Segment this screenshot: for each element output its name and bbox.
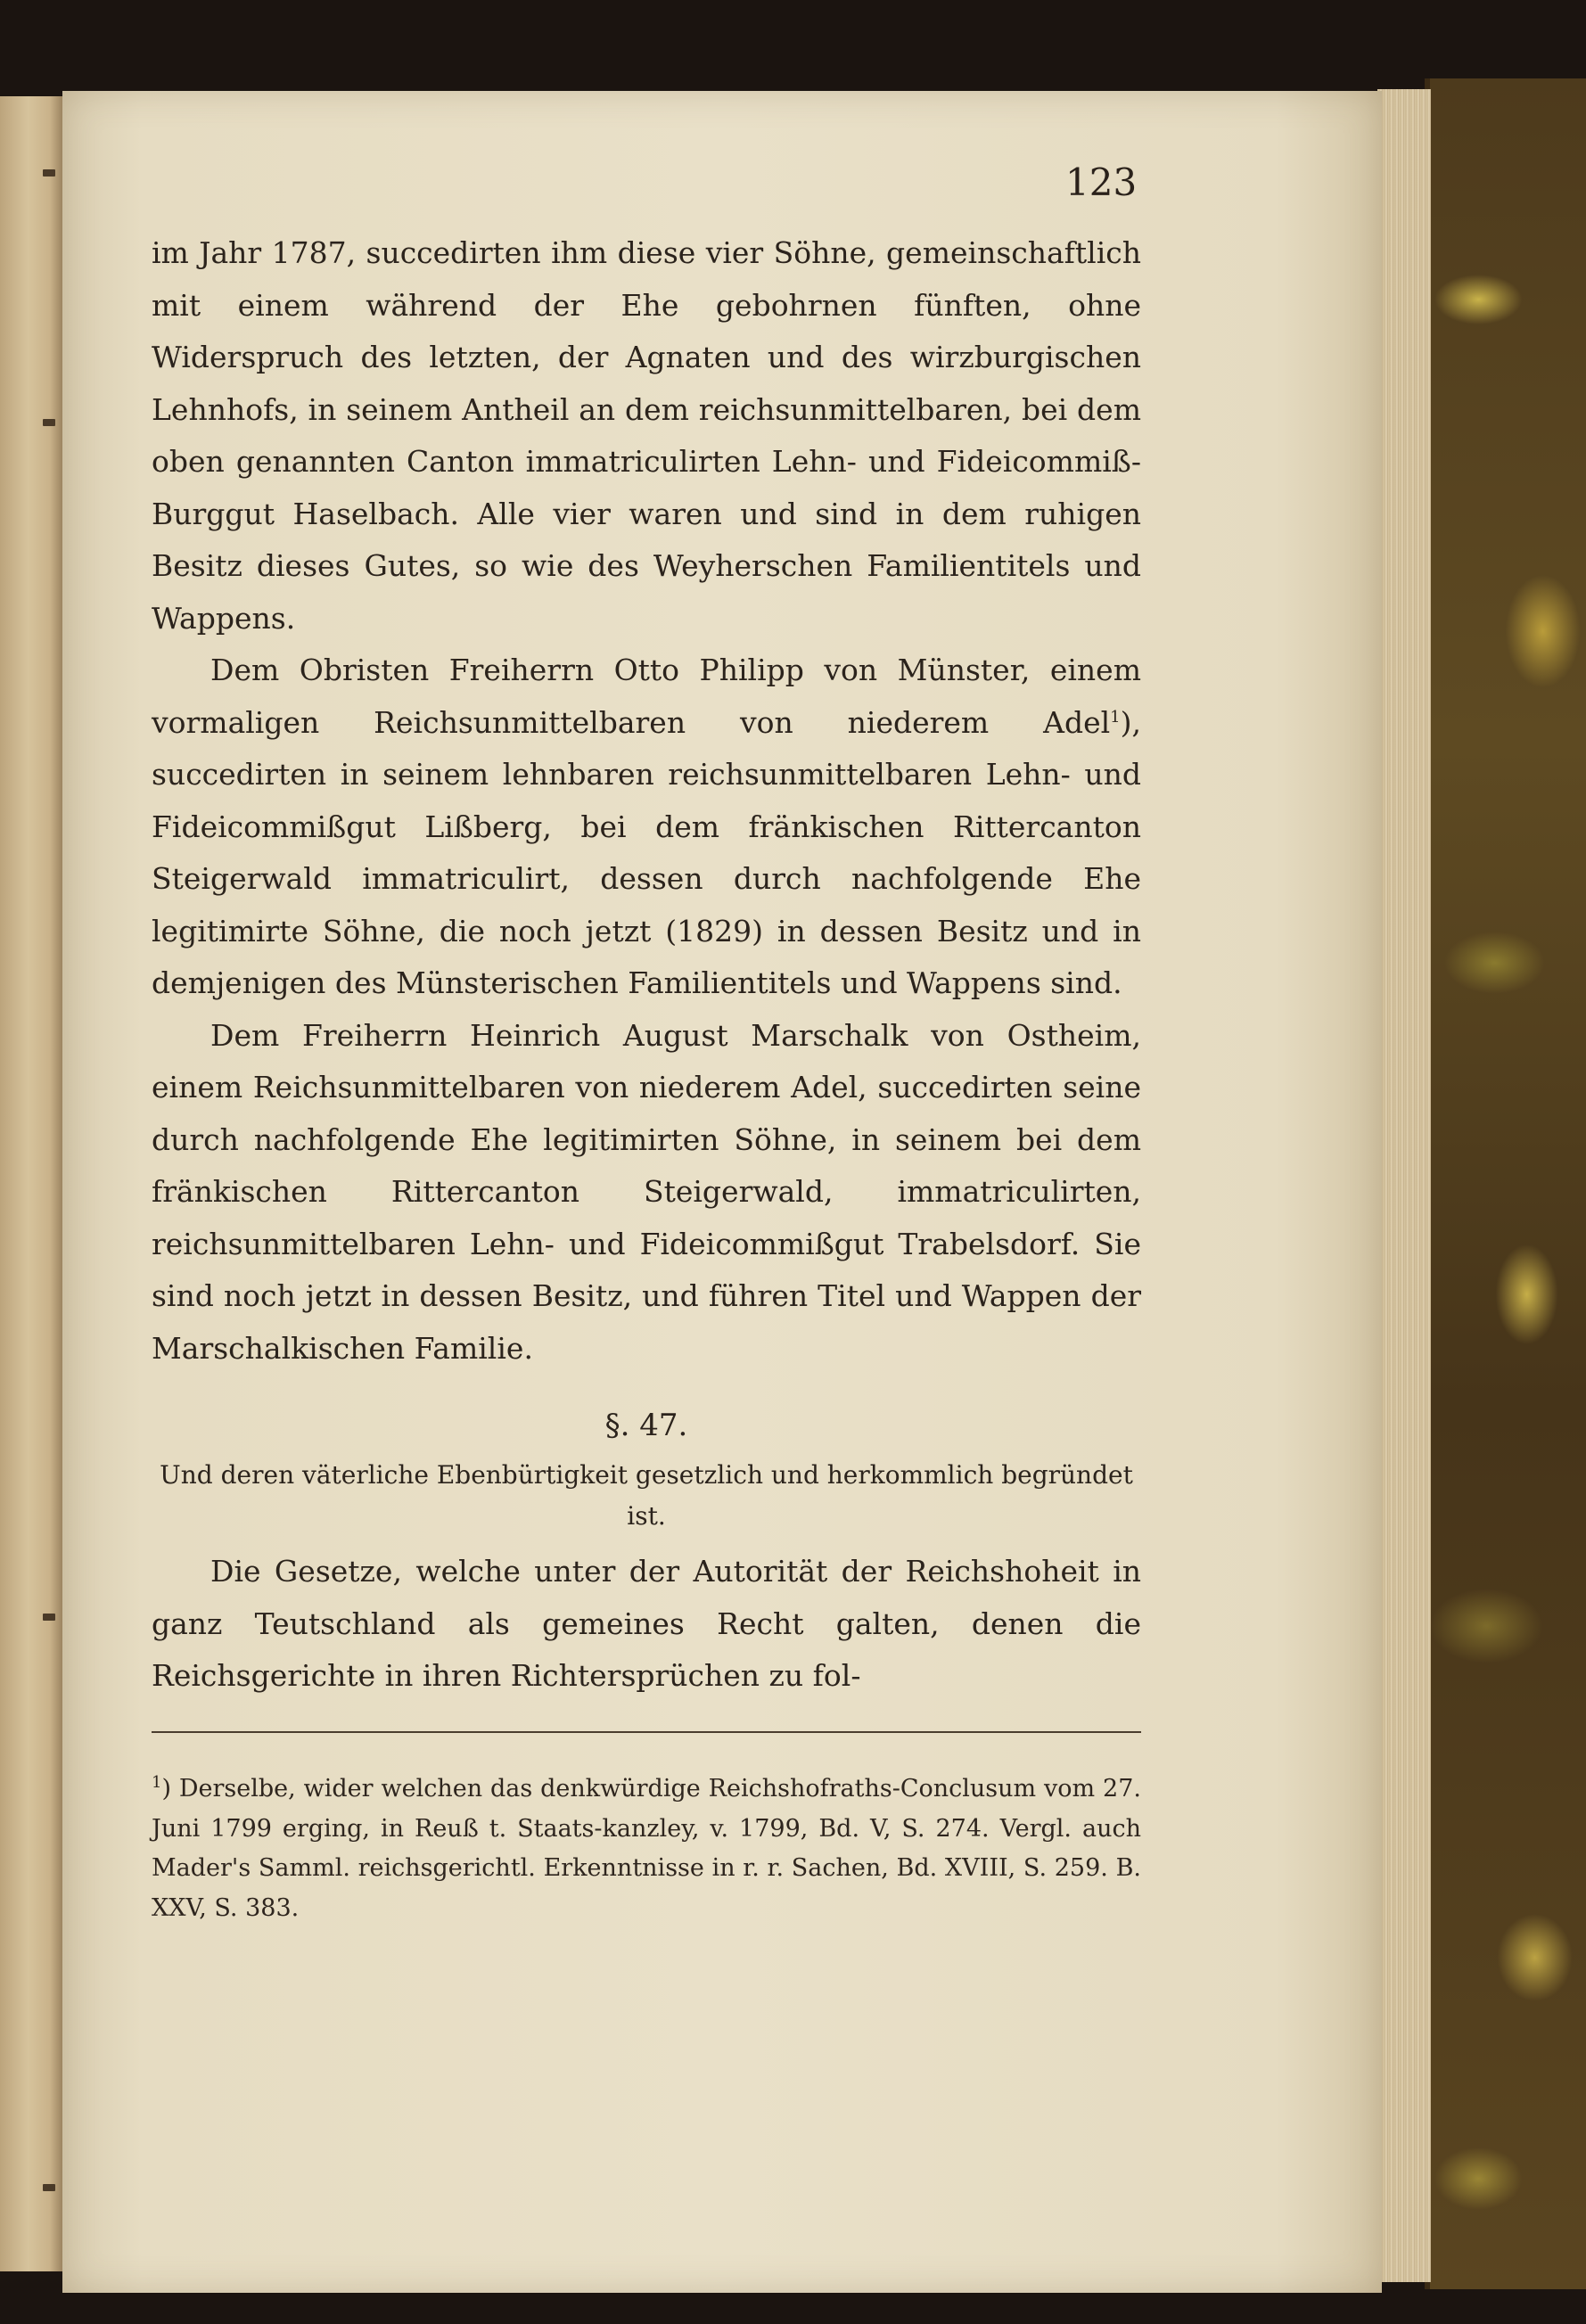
footnote <box>152 1770 1141 1928</box>
binding-mark <box>43 169 55 177</box>
marbled-cover-board <box>1425 78 1586 2289</box>
binding-mark <box>43 419 55 426</box>
section-number: §. 47. <box>604 1408 688 1443</box>
paragraph: Dem Freiherrn Heinrich August Marschalk von Ostheim, einem Reichsunmittelbaren von niederem Adel, succedirten seine durch nachfolgende Ehe legitimirten Söhne, in seinem bei dem fränkischen Rittercanton Steigerwald, immatriculirten, reichsunmittelbaren Lehn- und Fideicommißgut Trabelsdorf. Sie sind noch jetzt in dessen Besitz, und führen Titel und Wappen der Marschalkischen Familie. <box>152 1017 1141 1366</box>
footnotes <box>152 1770 1141 1928</box>
page-edges <box>1377 89 1431 2282</box>
main-text <box>152 227 1141 1703</box>
paragraph-text: ), succedirten in seinem lehnbaren reichsunmittelbaren Lehn- und Fideicommißgut Lißberg, bei dem fränkischen Rittercanton Steigerwald immatriculirt, dessen durch nachfolgende Ehe legitimirte Söhne, die noch jetzt (1829) in dessen Besitz und in demjenigen des Münsterischen Familientitels und Wappens sind. <box>152 704 1141 1000</box>
footnote-reference: 1 <box>1110 707 1121 727</box>
binding-mark <box>43 2184 55 2191</box>
page-number: 123 <box>1065 160 1138 204</box>
footnote-divider <box>152 1731 1141 1733</box>
paragraph: Die Gesetze, welche unter der Autorität der Reichshoheit in ganz Teutschland als gemeines Recht galten, denen die Reichsgerichte in ihren Richtersprüchen zu fol- <box>152 1554 1141 1693</box>
paragraph: im Jahr 1787, succedirten ihm diese vier Söhne, gemeinschaftlich mit einem während der Ehe gebohrnen fünften, ohne Widerspruch des letzten, der Agnaten und des wirzburgischen Lehnhofs, in seinem Antheil an dem reichsunmittelbaren, bei dem oben genannten Canton immatriculirten Lehn- und Fideicommiß-Burggut Haselbach. Alle vier waren und sind in dem ruhigen Besitz dieses Gutes, so wie des Weyherschen Familientitels und Wappens. <box>152 235 1141 636</box>
section-heading: Und deren väterliche Ebenbürtigkeit gesetzlich und herkommlich begründet ist. <box>160 1460 1133 1531</box>
paragraph <box>152 645 1141 1010</box>
paragraph-text: Dem Obristen Freiherrn Otto Philipp von Münster, einem vormaligen Reichsunmittelbaren von niederem Adel <box>152 653 1141 740</box>
footnote-text: ) Derselbe, wider welchen das denkwürdige Reichshofraths-Conclusum vom 27. Juni 1799 erging, in Reuß t. Staats-kanzley, v. 1799, Bd. V, S. 274. Vergl. auch Mader's Samml. reichsgerichtl. Erkenntnisse in r. r. Sachen, Bd. XVIII, S. 259. B. XXV, S. 383. <box>152 1775 1141 1922</box>
footnote-mark: 1 <box>152 1773 162 1792</box>
binding-mark <box>43 1614 55 1621</box>
